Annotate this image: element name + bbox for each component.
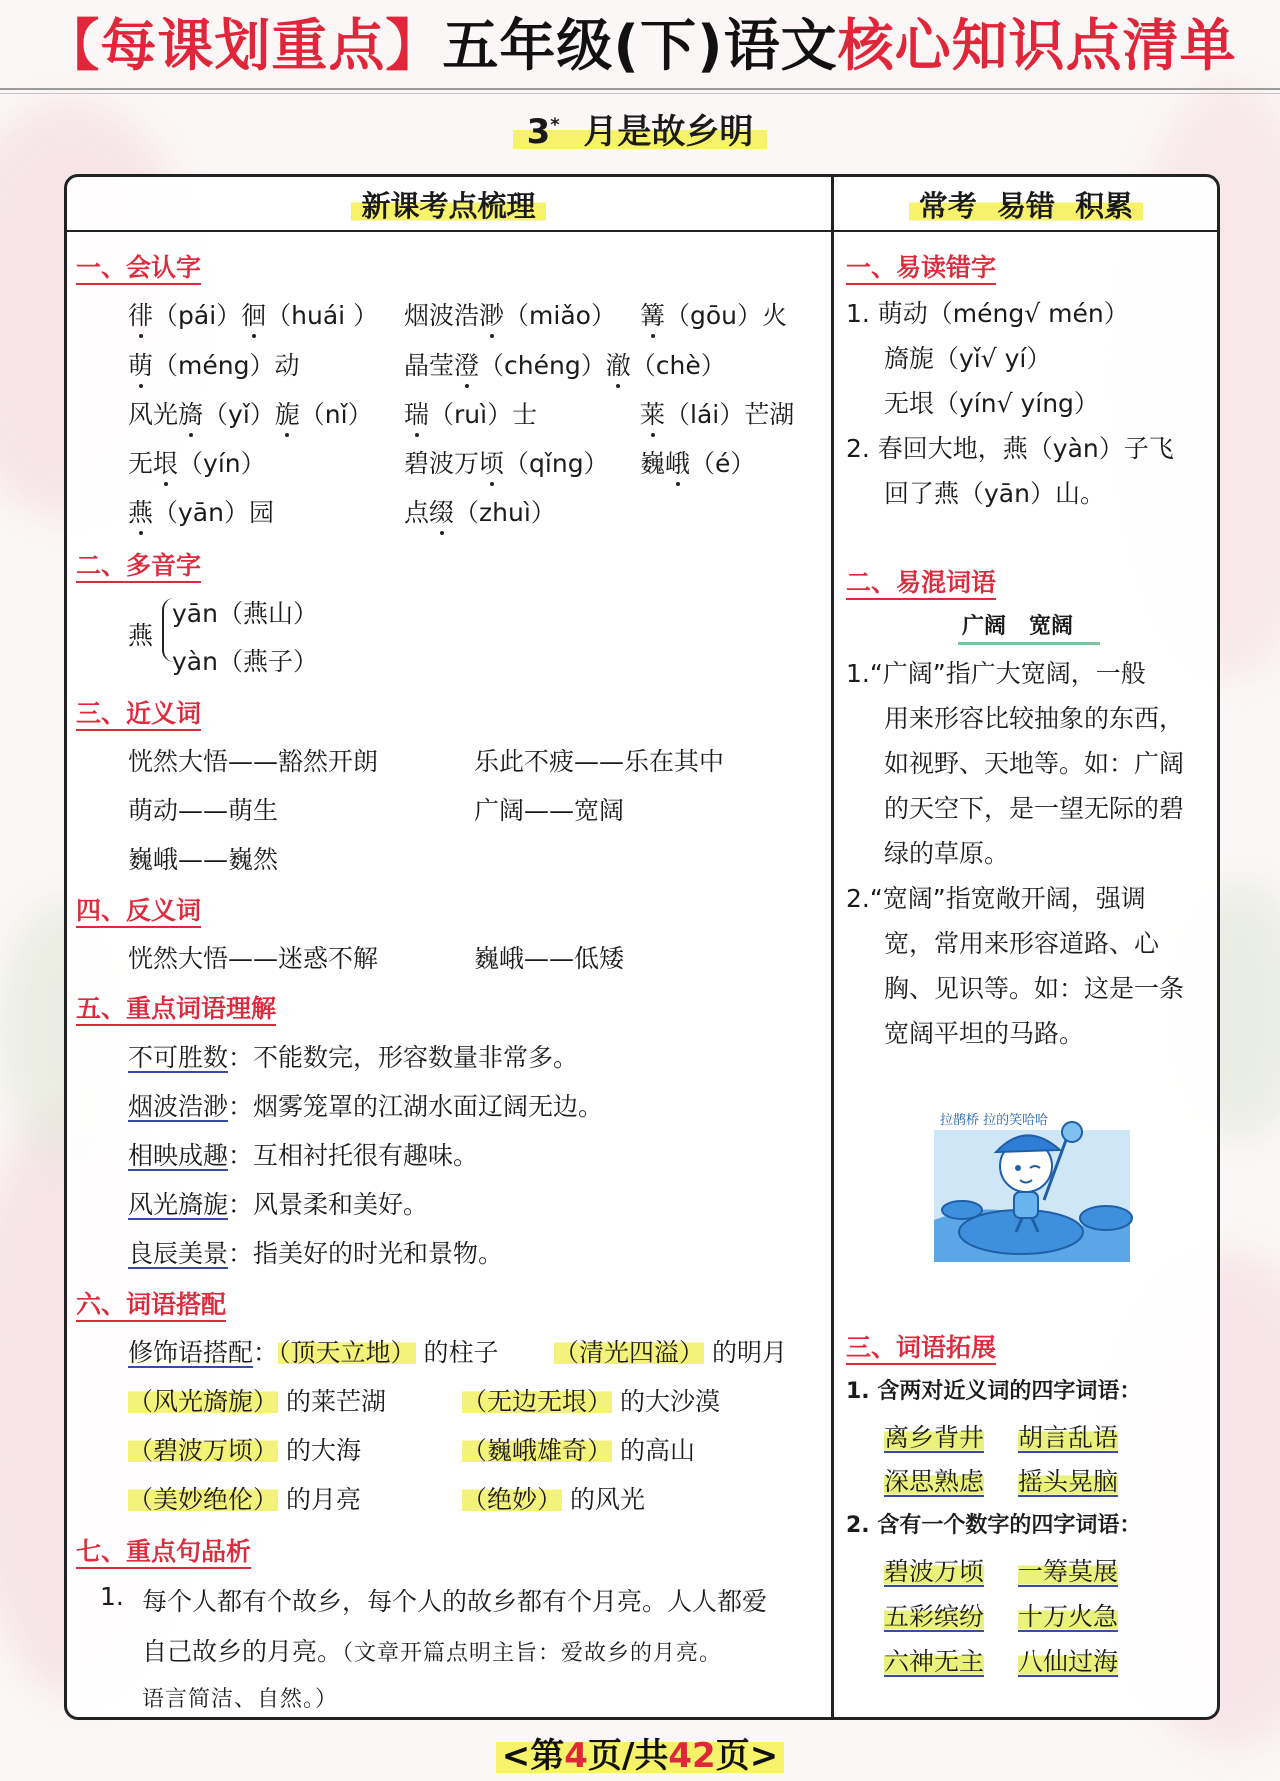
idiom: 摇头晃脑 [1018, 1467, 1119, 1496]
section-title: 六、词语搭配 [76, 1285, 226, 1321]
section-title: 五、重点词语理解 [76, 989, 276, 1025]
section-title: 一、易读错字 [846, 248, 996, 284]
section-title: 二、易混词语 [846, 563, 996, 599]
term-definition: 风光旖旎：风景柔和美好。 [128, 1190, 429, 1219]
page-header [0, 0, 1280, 88]
collocation-item: （碧波万顷） 的大海 [128, 1436, 361, 1465]
section-title: 七、重点句品析 [76, 1532, 251, 1568]
collocation-item: （巍峨雄奇） 的高山 [462, 1436, 695, 1465]
term-definition: 良辰美景：指美好的时光和景物。 [128, 1239, 504, 1268]
term-definition: 烟波浩渺：烟雾笼罩的江湖水面辽阔无边。 [128, 1092, 604, 1121]
lesson-name: 月是故乡明 [583, 112, 754, 152]
collocation-item: （风光旖旎） 的莱芒湖 [128, 1387, 386, 1416]
section-title: 一、会认字 [76, 248, 201, 284]
heading-divider [66, 230, 1218, 232]
idiom: 离乡背井 [884, 1423, 985, 1452]
section-title: 三、近义词 [76, 694, 201, 730]
idiom: 深思熟虑 [884, 1467, 985, 1496]
pinyin-item: 无垠（yín） [128, 449, 266, 478]
misread-item: 无垠（yín√ yíng） [884, 389, 1099, 418]
confusable-pair-heading: 广阔 宽阔 [962, 614, 1073, 639]
lesson-number: 3 [526, 112, 551, 152]
misread-item: 2. 春回大地，燕（yàn）子飞 [846, 434, 1174, 463]
collocation-item: （无边无垠） 的大沙漠 [462, 1387, 720, 1416]
pinyin-item: 点缀（zhuì） [404, 498, 556, 527]
page-indicator: <第4页/共42页> [0, 1728, 1280, 1777]
synonym-pair: 恍然大悟——豁然开朗 [128, 747, 379, 776]
pinyin-item: 巍峨（é） [640, 449, 756, 478]
polyphone-char: 燕 [128, 621, 154, 650]
term-definition: 相映成趣：互相衬托很有趣味。 [128, 1141, 479, 1170]
synonym-pair: 乐此不疲——乐在其中 [474, 747, 725, 776]
pinyin-item: 碧波万顷（qǐng） [404, 449, 609, 478]
current-page: 4 [564, 1736, 588, 1776]
cartoon-girl-illustration [926, 1100, 1136, 1270]
polyphone-reading: yān（燕山） [172, 599, 318, 628]
collocation-item: 修饰语搭配：（顶天立地） 的柱子 [128, 1338, 499, 1367]
idiom: 碧波万顷 [884, 1557, 985, 1586]
idiom: 胡言乱语 [1018, 1423, 1119, 1452]
confusable-explanation: 2.“宽阔”指宽敞开阔，强调 [846, 884, 1146, 913]
heading-underline [958, 642, 1100, 645]
left-column-heading: 新课考点梳理 [66, 184, 831, 225]
misread-item: 1. 萌动（méng√ mén） [846, 299, 1129, 328]
confusable-explanation: 胸、见识等。如：这是一条 [884, 974, 1185, 1003]
pinyin-item: 烟波浩渺（miǎo） [404, 301, 616, 330]
confusable-explanation: 的天空下，是一望无际的碧 [884, 794, 1185, 823]
collocation-item: （绝妙） 的风光 [462, 1485, 645, 1514]
idiom: 八仙过海 [1018, 1647, 1119, 1676]
idiom-group-heading: 1. 含两对近义词的四字词语： [846, 1379, 1142, 1404]
cartoon-caption: 拉鹊桥 拉的笑哈哈 [940, 1113, 1049, 1128]
idiom: 一筹莫展 [1018, 1557, 1119, 1586]
confusable-explanation: 如视野、天地等。如：广阔 [884, 749, 1185, 778]
pinyin-item: 徘（pái）徊（huái ） [128, 301, 379, 330]
confusable-explanation: 用来形容比较抽象的东西， [884, 704, 1185, 733]
synonym-pair: 萌动——萌生 [128, 796, 279, 825]
collocation-item: （美妙绝伦） 的月亮 [128, 1485, 361, 1514]
total-pages: 42 [668, 1736, 716, 1776]
idiom: 六神无主 [884, 1647, 985, 1676]
right-column-heading: 常考 易错 积累 [834, 184, 1218, 225]
sentence-number: 1. [100, 1582, 124, 1611]
synonym-pair: 巍峨——巍然 [128, 845, 279, 874]
pinyin-item: 篝（gōu）火 [640, 301, 788, 330]
header-grade: 五年级(下)语文 [442, 14, 838, 79]
confusable-explanation: 宽阔平坦的马路。 [884, 1019, 1085, 1048]
sentence-note: 语言简洁、自然。） [142, 1687, 339, 1712]
section-title: 二、多音字 [76, 546, 201, 582]
column-divider [831, 176, 834, 1718]
key-sentence: 自己故乡的月亮。（文章开篇点明主旨：爱故乡的月亮。 [142, 1637, 723, 1666]
misread-item: 旖旎（yǐ√ yí） [884, 344, 1052, 373]
pinyin-item: 萌（méng）动 [128, 351, 300, 380]
pinyin-item: 风光旖（yǐ）旎（nǐ） [128, 400, 373, 429]
idiom: 五彩缤纷 [884, 1602, 985, 1631]
confusable-explanation: 1.“广阔”指广大宽阔，一般 [846, 659, 1146, 688]
term-definition: 不可胜数：不能数完，形容数量非常多。 [128, 1043, 579, 1072]
section-title: 四、反义词 [76, 891, 201, 927]
misread-item: 回了燕（yān）山。 [884, 479, 1105, 508]
header-divider [0, 93, 1280, 94]
synonym-pair: 广阔——宽阔 [474, 796, 625, 825]
pinyin-item: 瑞（ruì）士 [404, 400, 538, 429]
header-subject: 核心知识点清单 [837, 14, 1237, 79]
collocation-item: （清光四溢） 的明月 [554, 1338, 787, 1367]
section-title: 三、词语拓展 [846, 1328, 996, 1364]
header-bracket-title: 【每课划重点】 [43, 14, 443, 79]
idiom: 十万火急 [1018, 1602, 1119, 1631]
pinyin-item: 燕（yān）园 [128, 498, 274, 527]
polyphone-reading: yàn（燕子） [172, 647, 318, 676]
confusable-explanation: 宽，常用来形容道路、心 [884, 929, 1160, 958]
antonym-pair: 巍峨——低矮 [474, 944, 625, 973]
lesson-mark: * [550, 114, 560, 136]
antonym-pair: 恍然大悟——迷惑不解 [128, 944, 379, 973]
lesson-title [0, 104, 1280, 153]
pinyin-item: 晶莹澄（chéng）澈（chè） [404, 351, 726, 380]
header-divider [0, 88, 1280, 90]
confusable-explanation: 绿的草原。 [884, 839, 1010, 868]
pinyin-item: 莱（lái）芒湖 [640, 400, 795, 429]
idiom-group-heading: 2. 含有一个数字的四字词语： [846, 1513, 1142, 1538]
key-sentence: 每个人都有个故乡，每个人的故乡都有个月亮。人人都爱 [142, 1587, 768, 1616]
